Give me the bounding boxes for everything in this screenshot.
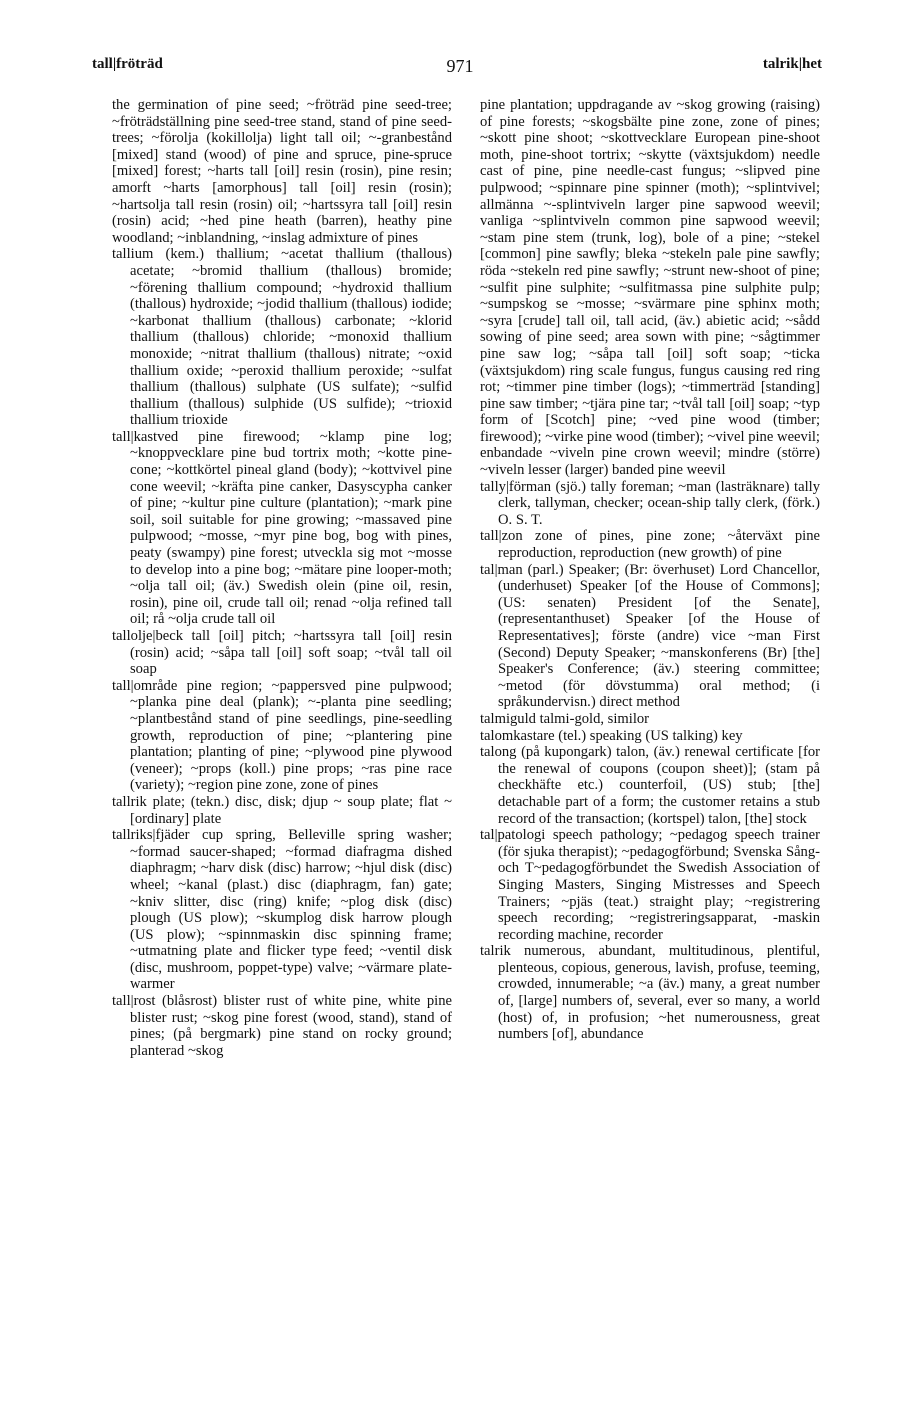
dictionary-entry: tallolje|beck tall [oil] pitch; ~hartssyra tall [oil] resin (rosin) acid; ~såpa tall [oil] soft soap; ~tvål tall oil soap [112, 628, 452, 678]
dictionary-entry: tall|rost (blåsrost) blister rust of white pine, white pine blister rust; ~skog pine forest (wood, stand), stand of pines; (på bergmark) pine stand on rocky ground; planterad ~skog [112, 993, 452, 1059]
dictionary-entry: tallrik plate; (tekn.) disc, disk; djup ~ soup plate; flat ~ [ordinary] plate [112, 793, 452, 827]
left-column [112, 97, 452, 1059]
page-number: 971 [446, 56, 474, 76]
dictionary-entry: talong (på kupongark) talon, (äv.) renewal certificate [for the renewal of coupons (coupon sheet)]; (stam på checkhäfte etc.) counterfoil, (US) stub; [the] detachable part of a form; the customer retains a stub record of the transaction; (kortspel) talon, [the] stock [480, 744, 820, 827]
dictionary-entry: tallriks|fjäder cup spring, Belleville spring washer; ~formad saucer-shaped; ~formad diafragma dished diaphragm; ~harv disk (disc) harrow; ~hjul disk (disc) wheel; ~kanal (plast.) disc (diaphragm, fan) gate; ~kniv slitter, disc (ring) knife; ~plog disk (disc) plough (US plow); ~skumplog disk harrow plough (US plow); ~spinnmaskin disc spinning frame; ~utmatning plate and flicker type feed; ~ventil disk (disc, mushroom, poppet-type) valve; ~värmare plate-warmer [112, 827, 452, 993]
dictionary-entry: talrik numerous, abundant, multitudinous, plentiful, plenteous, copious, generous, lavish, profuse, teeming, crowded, innumerable; ~a (äv.) many, a great number of, [large] numbers of, several, ever so many, a world (host) of, in profusion; ~het numerousness, great numbers [of], abundance [480, 943, 820, 1043]
running-head-right: talrik|het [762, 56, 822, 72]
dictionary-entry: pine plantation; uppdragande av ~skog growing (raising) of pine forests; ~skogsbälte pine zone, zone of pines; ~skott pine shoot; ~skottvecklare European pine-shoot moth, pine-shoot tortrix; ~skytte (växtsjukdom) needle cast of pine, pine needle-cast fungus; ~slipved pine pulpwood; ~spinnare pine spinner (moth); ~splintvivel; allmänna ~-splintviveln larger pine sapwood weevil; vanliga ~splintviveln common pine sapwood weevil; ~stam pine stem (trunk, log), bole of a pine; ~stekel [common] pine sawfly; bleka ~stekeln pale pine sawfly; röda ~stekeln red pine sawfly; ~strunt new-shoot of pine; ~sulfit pine sulphite; ~sulfitmassa pine sulphite pulp; ~sumpskog se ~mosse; ~svärmare pine sphinx moth; ~syra [crude] tall oil, tall acid, (äv.) abietic acid; ~sådd sowing of pine seed; area sown with pine; ~sågtimmer pine saw log; ~såpa tall [oil] soft soap; ~ticka (växtsjukdom) ring scale fungus, fungus causing red ring rot; ~timmer pine timber (logs); ~timmerträd [standing] pine saw timber; ~tjära pine tar; ~tvål tall [oil] soap; ~typ form of [Scotch] pine; ~ved pine wood (timber; firewood); ~virke pine wood (timber); ~vivel pine weevil; enbandade ~viveln pine crown weevil; mindre (större) ~viveln lesser (larger) banded pine weevil [480, 97, 820, 479]
dictionary-entry: tal|man (parl.) Speaker; (Br: överhuset) Lord Chancellor, (underhuset) Speaker [of the House of Commons]; (US: senaten) President [of the Senate], (representanthuset) Speaker [of the House of Representatives]; förste (andre) vice ~man First (Second) Deputy Speaker; ~manskonferens (Br) [the] Speaker's Conference; (äv.) steering committee; ~metod (för dövstumma) oral method; (i språkundervisn.) direct method [480, 561, 820, 711]
dictionary-entry: tall|kastved pine firewood; ~klamp pine log; ~knoppvecklare pine bud tortrix moth; ~kotte pine-cone; ~kottkörtel pineal gland (body); ~kottvivel pine cone weevil; ~kräfta pine canker, Dasyscypha canker of pine; ~kultur pine culture (plantation); ~mark pine soil, soil suitable for pine growing; ~massaved pine pulpwood; ~mosse, ~myr pine bog, bog with pines, peaty (swampy) pine forest; utveckla sig mot ~mosse to develop into a pine bog; ~mätare pine looper-moth; ~olja tall oil; (äv.) Swedish olein (pine oil, resin, rosin), pine oil, crude tall oil; renad ~olja refined tall oil; rå ~olja crude tall oil [112, 428, 452, 628]
running-head-left: tall|fröträd [92, 56, 163, 72]
dictionary-entry: talmiguld talmi-gold, similor [480, 710, 650, 727]
dictionary-entry: tall|zon zone of pines, pine zone; ~återväxt pine reproduction, reproduction (new growth) of pine [480, 528, 820, 562]
dictionary-entry: tall|område pine region; ~pappersved pine pulpwood; ~planka pine deal (plank); ~-planta pine seedling; ~plantbestånd stand of pine seedlings, pine-seedling growth, reproduction of pine; ~plantering pine plantation; planting of pine; ~plywood pine plywood (veneer); ~props (koll.) pine props; ~ras pine race (variety); ~region pine zone, zone of pines [112, 677, 452, 794]
dictionary-entry: tallium (kem.) thallium; ~acetat thallium (thallous) acetate; ~bromid thallium (thallous) bromide; ~förening thallium compound; ~hydroxid thallium (thallous) hydroxide; ~jodid thallium (thallous) iodide; ~karbonat thallium (thallous) carbonate; ~klorid thallium (thallous) chloride; ~monoxid thallium monoxide; ~nitrat thallium (thallous) nitrate; ~oxid thallium oxide; ~peroxid thallium peroxide; ~sulfat thallium (thallous) sulphate (US sulfate); ~sulfid thallium (thallous) sulphide (US sulfide); ~trioxid thallium trioxide [112, 246, 452, 429]
right-column [480, 97, 820, 1043]
dictionary-entry: the germination of pine seed; ~fröträd pine seed-tree; ~fröträdställning pine seed-tree stand, stand of pine seed-trees; ~förolja (kokillolja) light tall oil; ~-granbestånd [mixed] stand (wood) of pine and spruce, pine-spruce [mixed] forest; ~harts tall [oil] resin (rosin), pine resin; amorft ~harts [amorphous] tall [oil] resin (rosin); ~hartsolja tall resin (rosin) oil; ~hartssyra tall [oil] resin (rosin) acid; ~hed pine heath (barren), heathy pine woodland; ~inblandning, ~inslag admixture of pines [112, 97, 452, 246]
dictionary-entry: tally|förman (sjö.) tally foreman; ~man (lasträknare) tally clerk, tallyman, checker; ocean-ship tally clerk, (förk.) O. S. T. [480, 478, 820, 528]
dictionary-entry: tal|patologi speech pathology; ~pedagog speech trainer (för sjuka therapist); ~pedagogförbund; Svenska Sång- och T~pedagogförbundet the Swedish Association of Singing Masters, Singing Mistresses and Speech Trainers; ~pjäs (teat.) straight play; ~registrering speech recording; ~registreringsapparat, -maskin recording machine, recorder [480, 827, 820, 943]
dictionary-entry: talomkastare (tel.) speaking (US talking) key [480, 727, 743, 744]
